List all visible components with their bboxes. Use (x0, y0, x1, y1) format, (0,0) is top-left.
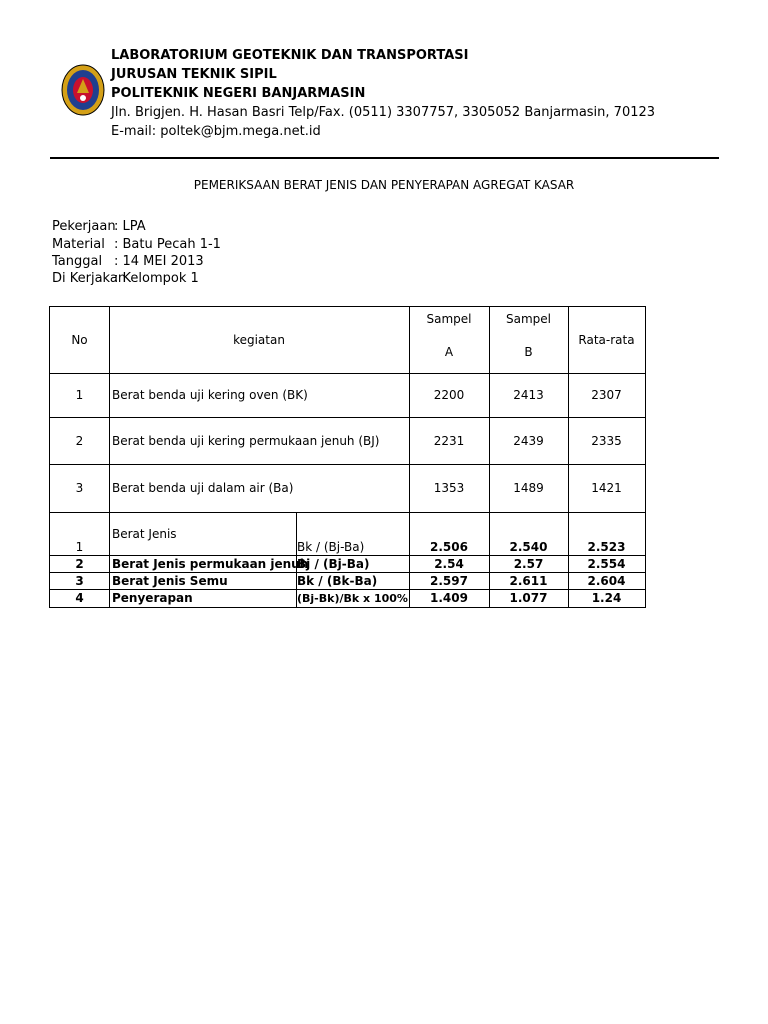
result-label (109, 512, 297, 556)
result-no: 3 (49, 572, 110, 590)
info-label: Tanggal (52, 254, 103, 269)
header-sampel-a-line1: Sampel (426, 312, 472, 326)
address-line: Jln. Brigjen. H. Hasan Basri Telp/Fax. (0511) 3307757, 3305052 Banjarmasin, 70123 (111, 105, 656, 120)
header-kegiatan (109, 306, 410, 374)
header-sampel-a (409, 306, 490, 374)
result-sampel-a: 1.409 (409, 589, 490, 608)
header-rata-text: Rata-rata (578, 333, 635, 347)
info-value: : Kelompok 1 (114, 271, 199, 286)
header-sampel-b-line1: Sampel (506, 312, 551, 326)
info-value: : 14 MEI 2013 (114, 254, 204, 269)
result-formula-text: Bk / (Bj-Ba) (297, 540, 365, 554)
row-sampel-b: 2413 (489, 373, 569, 418)
result-no (49, 512, 110, 556)
result-average: 2.554 (568, 555, 646, 573)
header-no-text: No (71, 333, 88, 347)
row-sampel-a: 2200 (409, 373, 490, 418)
result-formula (296, 512, 410, 556)
header-sampel-b-line2: B (524, 345, 533, 359)
result-sampel-a: 2.54 (409, 555, 490, 573)
result-sampel-b: 2.57 (489, 555, 569, 573)
header-no (49, 306, 110, 374)
result-sampel-a: 2.597 (409, 572, 490, 590)
result-formula: Bj / (Bj-Ba) (296, 555, 410, 573)
row-sampel-a: 2231 (409, 417, 490, 465)
result-average (568, 512, 646, 556)
result-no: 2 (49, 555, 110, 573)
institution-logo (61, 64, 105, 116)
row-average: 1421 (568, 464, 646, 513)
row-kegiatan: Berat benda uji kering oven (BK) (109, 373, 410, 418)
result-sampel-a-text: 2.506 (430, 540, 468, 554)
row-no: 3 (49, 464, 110, 513)
row-sampel-b: 1489 (489, 464, 569, 513)
result-sampel-b-text: 2.540 (509, 540, 548, 554)
header-kegiatan-text: kegiatan (233, 333, 285, 347)
result-label: Penyerapan (109, 589, 297, 608)
result-average: 1.24 (568, 589, 646, 608)
row-kegiatan: Berat benda uji dalam air (Ba) (109, 464, 410, 513)
row-average: 2335 (568, 417, 646, 465)
result-sampel-b: 1.077 (489, 589, 569, 608)
result-sampel-b: 2.611 (489, 572, 569, 590)
row-sampel-a: 1353 (409, 464, 490, 513)
result-sampel-a (409, 512, 490, 556)
row-kegiatan: Berat benda uji kering permukaan jenuh (BJ) (109, 417, 410, 465)
result-label: Berat Jenis permukaan jenuh (109, 555, 297, 573)
info-value: : Batu Pecah 1-1 (114, 237, 221, 252)
result-no-text: 1 (75, 540, 84, 554)
result-sampel-b (489, 512, 569, 556)
header-sampel-b (489, 306, 569, 374)
institution-name: POLITEKNIK NEGERI BANJARMASIN (111, 86, 366, 101)
department-name: JURUSAN TEKNIK SIPIL (111, 67, 277, 82)
info-value: : LPA (114, 219, 146, 234)
header-rata (568, 306, 646, 374)
row-no: 1 (49, 373, 110, 418)
info-label: Di Kerjakan (52, 271, 127, 286)
info-label: Pekerjaan (52, 219, 116, 234)
info-label: Material (52, 237, 105, 252)
result-no: 4 (49, 589, 110, 608)
email-line: E-mail: poltek@bjm.mega.net.id (111, 124, 321, 139)
result-formula: Bk / (Bk-Ba) (296, 572, 410, 590)
result-average: 2.604 (568, 572, 646, 590)
result-label-text: Berat Jenis (112, 527, 177, 541)
row-average: 2307 (568, 373, 646, 418)
document-title: PEMERIKSAAN BERAT JENIS DAN PENYERAPAN AGREGAT KASAR (193, 178, 575, 192)
lab-name: LABORATORIUM GEOTEKNIK DAN TRANSPORTASI (111, 48, 469, 63)
result-formula: (Bj-Bk)/Bk x 100% (296, 589, 410, 608)
result-label: Berat Jenis Semu (109, 572, 297, 590)
row-no: 2 (49, 417, 110, 465)
row-sampel-b: 2439 (489, 417, 569, 465)
header-divider (50, 157, 719, 159)
header-sampel-a-line2: A (444, 345, 454, 359)
result-average-text: 2.523 (587, 540, 626, 554)
